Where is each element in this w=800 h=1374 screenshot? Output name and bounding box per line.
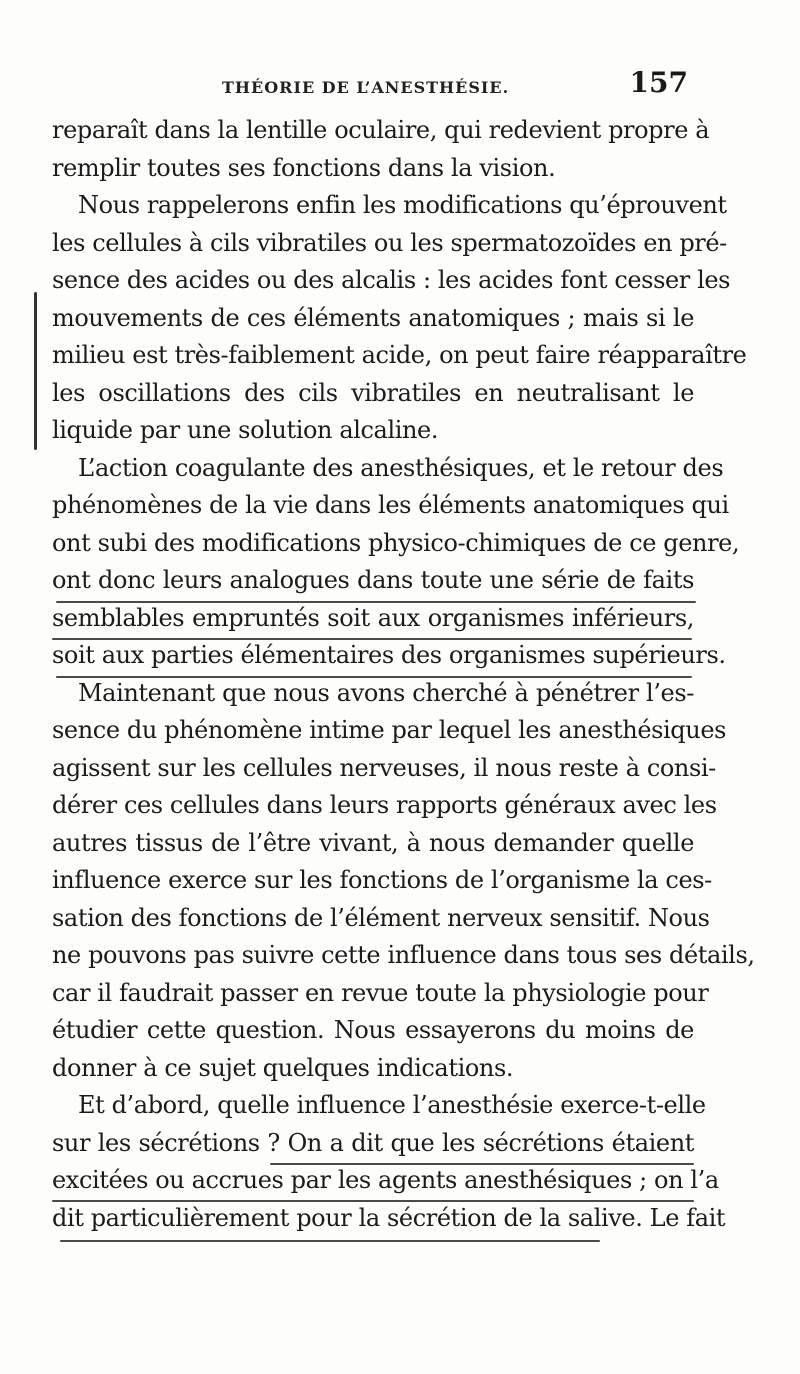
text-line: donner à ce sujet quelques indications.	[52, 1053, 514, 1082]
text-line: ont donc leurs analogues dans toute une série de faits	[52, 566, 694, 594]
text-line: milieu est très-faiblement acide, on peut faire réapparaître	[52, 341, 747, 369]
text-line: sur les sécrétions ? On a dit que les sécrétions étaient	[52, 1128, 694, 1157]
text-line: excitées ou accrues par les agents anesthésiques ; on l’a	[52, 1166, 719, 1194]
margin-marking	[34, 292, 37, 450]
page-number: 157	[629, 66, 688, 99]
text-line: mouvements de ces éléments anatomiques ; mais si le	[52, 303, 694, 332]
text-line: reparaît dans la lentille oculaire, qui redevient propre à	[52, 116, 710, 144]
text-line: dérer ces cellules dans leurs rapports généraux avec les	[52, 791, 717, 819]
text-line: sation des fonctions de l’élément nerveux sensitif. Nous	[52, 903, 710, 932]
text-line: les cellules à cils vibratiles ou les spermatozoïdes en pré-	[52, 228, 727, 257]
pencil-underline	[270, 1163, 694, 1165]
text-line: Et d’abord, quelle influence l’anesthésie exerce-t-elle	[78, 1091, 706, 1119]
text-line: liquide par une solution alcaline.	[52, 416, 439, 444]
pencil-underline	[52, 1200, 694, 1202]
text-line: agissent sur les cellules nerveuses, il nous reste à consi-	[52, 753, 716, 782]
text-line: remplir toutes ses fonctions dans la vision.	[52, 153, 556, 182]
text-line: soit aux parties élémentaires des organismes supérieurs.	[52, 641, 726, 669]
text-line: semblables empruntés soit aux organismes inférieurs,	[52, 603, 694, 632]
running-head	[52, 66, 692, 106]
text-line: les oscillations des cils vibratiles en neutralisant le	[52, 378, 694, 407]
running-title: THÉORIE DE L’ANESTHÉSIE.	[222, 78, 510, 97]
text-line: phénomènes de la vie dans les éléments anatomiques qui	[52, 491, 729, 519]
pencil-underline	[52, 638, 692, 640]
body-text	[52, 112, 755, 1237]
pencil-underline	[56, 676, 692, 678]
pencil-underline	[56, 601, 696, 603]
text-line: dit particulièrement pour la sécrétion de la salive. Le fait	[52, 1203, 726, 1232]
text-line: influence exerce sur les fonctions de l’organisme la ces-	[52, 866, 712, 894]
pencil-underline	[60, 1240, 600, 1242]
text-line: étudier cette question. Nous essayerons du moins de	[52, 1016, 694, 1044]
text-line: car il faudrait passer en revue toute la physiologie pour	[52, 978, 709, 1007]
text-line: sence du phénomène intime par lequel les anesthésiques	[52, 716, 727, 744]
text-line: autres tissus de l’être vivant, à nous demander quelle	[52, 828, 694, 857]
text-line: L’action coagulante des anesthésiques, et le retour des	[78, 453, 724, 482]
text-line: Nous rappelerons enfin les modifications qu’éprouvent	[78, 191, 727, 219]
text-line: ne pouvons pas suivre cette influence dans tous ses détails,	[52, 941, 755, 969]
text-line: sence des acides ou des alcalis : les acides font cesser les	[52, 266, 731, 294]
text-line: ont subi des modifications physico-chimiques de ce genre,	[52, 528, 740, 557]
text-line: Maintenant que nous avons cherché à pénétrer l’es-	[78, 678, 694, 707]
